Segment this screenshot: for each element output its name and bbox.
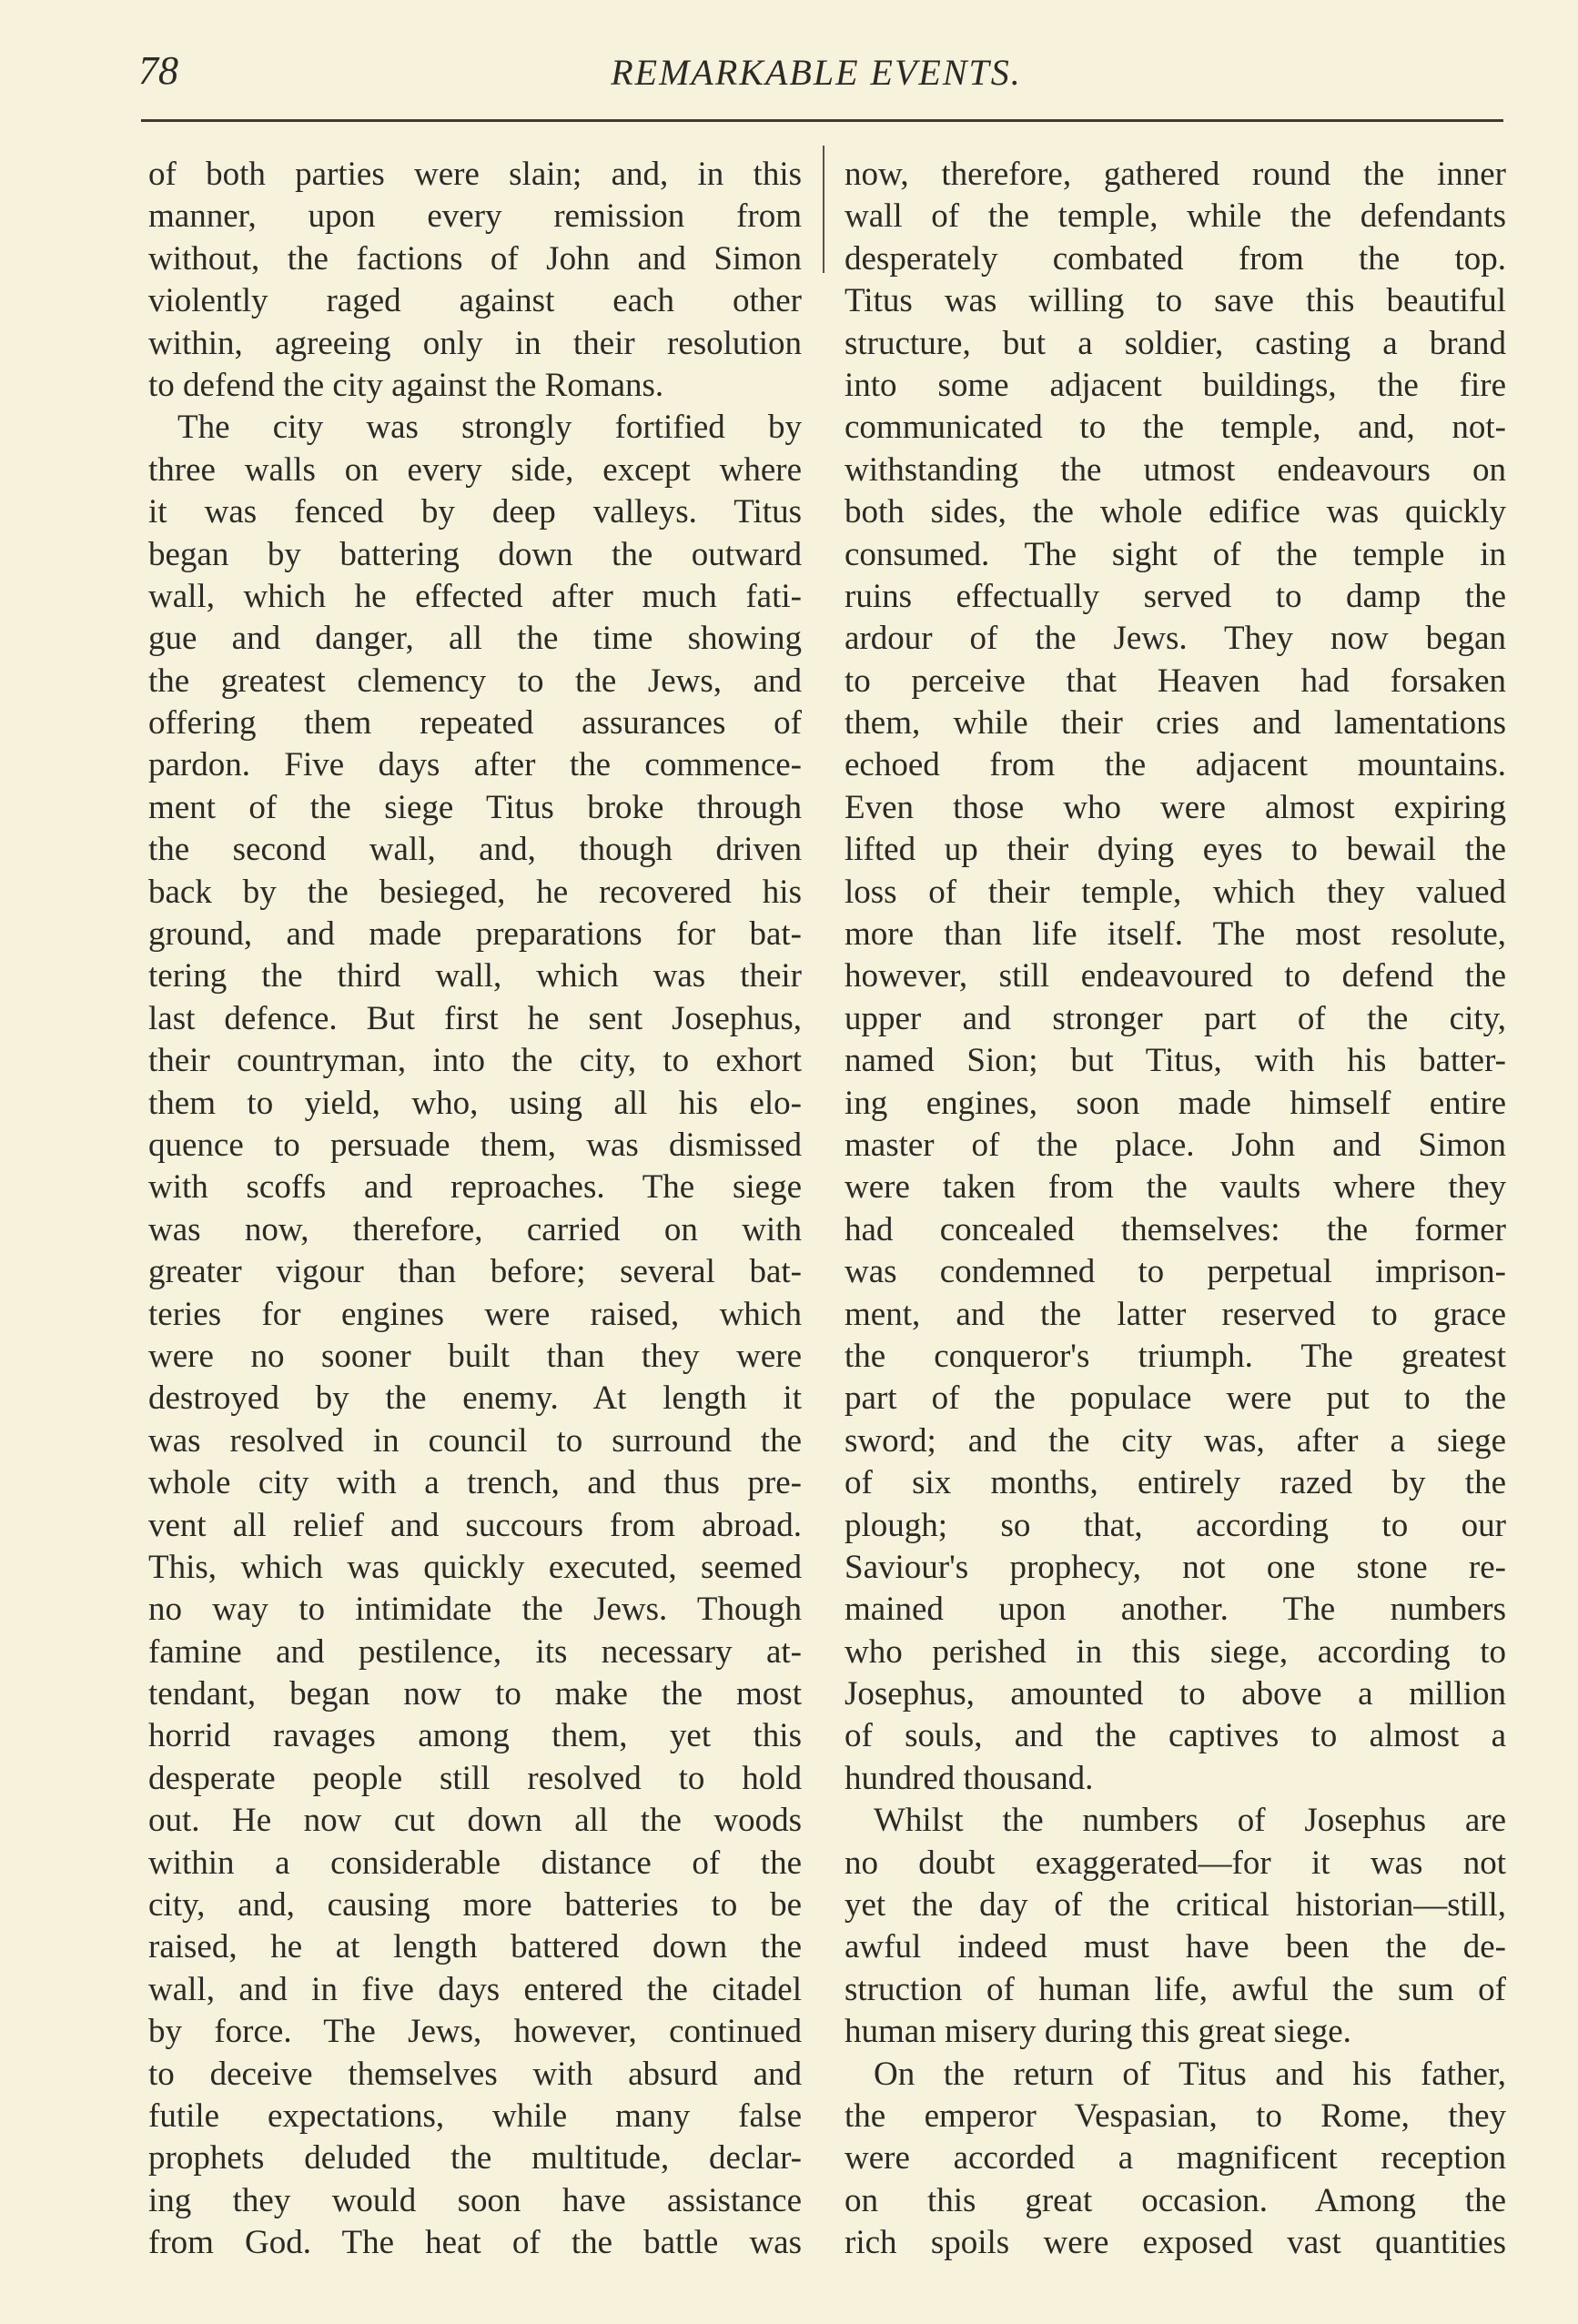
text-line: was resolved in council to surround the	[148, 1421, 802, 1460]
text-line: of souls, and the captives to almost a	[845, 1717, 1506, 1755]
text-line: Saviour's prophecy, not one stone re-	[845, 1548, 1506, 1586]
text-line: This, which was quickly executed, seemed	[148, 1548, 802, 1586]
text-line: Josephus, amounted to above a million	[845, 1675, 1506, 1713]
text-line: the conqueror's triumph. The greatest	[845, 1337, 1506, 1375]
text-line: futile expectations, while many false	[148, 2097, 802, 2135]
text-line: whole city with a trench, and thus pre-	[148, 1464, 802, 1502]
page-number: 78	[138, 48, 178, 93]
text-line: the emperor Vespasian, to Rome, they	[845, 2097, 1506, 2135]
text-line: Even those who were almost expiring	[845, 788, 1506, 826]
text-line: ment, and the latter reserved to grace	[845, 1295, 1506, 1333]
text-line: greater vigour than before; several bat-	[148, 1253, 802, 1291]
text-line: awful indeed must have been the de-	[845, 1928, 1506, 1966]
text-line: loss of their temple, which they valued	[845, 873, 1506, 911]
text-line: vent all relief and succours from abroad.	[148, 1506, 802, 1544]
text-line: them, while their cries and lamentations	[845, 704, 1506, 743]
text-line: from God. The heat of the battle was	[148, 2224, 802, 2262]
text-line: now, therefore, gathered round the inner	[845, 156, 1506, 193]
text-line: On the return of Titus and his father,	[874, 2055, 1506, 2093]
text-line: ment of the siege Titus broke through	[148, 788, 802, 826]
text-line: their countryman, into the city, to exhort	[148, 1042, 802, 1080]
text-line: prophets deluded the multitude, declar-	[148, 2139, 802, 2177]
text-line: desperate people still resolved to hold	[148, 1759, 802, 1797]
text-line: Whilst the numbers of Josephus are	[874, 1802, 1506, 1840]
text-line: without, the factions of John and Simon	[148, 239, 802, 278]
text-line: however, still endeavoured to defend the	[845, 957, 1506, 995]
text-line: to deceive themselves with absurd and	[148, 2055, 802, 2093]
text-line: struction of human life, awful the sum of	[845, 1970, 1506, 2008]
text-line: more than life itself. The most resolute,	[845, 915, 1506, 954]
text-line: were taken from the vaults where they	[845, 1168, 1506, 1207]
text-line: plough; so that, according to our	[845, 1506, 1506, 1544]
running-title: REMARKABLE EVENTS.	[611, 52, 1022, 93]
text-line: them to yield, who, using all his elo-	[148, 1084, 802, 1122]
text-line: hundred thousand.	[845, 1759, 1094, 1797]
text-line: three walls on every side, except where	[148, 450, 802, 489]
text-line: ardour of the Jews. They now began	[845, 620, 1506, 658]
text-line: part of the populace were put to the	[845, 1379, 1506, 1418]
text-line: sword; and the city was, after a siege	[845, 1421, 1506, 1460]
text-line: desperately combated from the top.	[845, 239, 1506, 278]
text-line: out. He now cut down all the woods	[148, 1802, 802, 1840]
text-line: master of the place. John and Simon	[845, 1126, 1506, 1164]
text-line: tendant, began now to make the most	[148, 1675, 802, 1713]
text-line: named Sion; but Titus, with his batter-	[845, 1042, 1506, 1080]
text-line: wall, and in five days entered the citadel	[148, 1970, 802, 2008]
text-line: both sides, the whole edifice was quickly	[845, 493, 1506, 531]
text-line: Titus was willing to save this beautiful	[845, 282, 1506, 320]
text-line: gue and danger, all the time showing	[148, 620, 802, 658]
text-line: who perished in this siege, according to	[845, 1632, 1506, 1671]
text-line: the second wall, and, though driven	[148, 831, 802, 869]
header-rule	[141, 119, 1503, 122]
text-line: no way to intimidate the Jews. Though	[148, 1591, 802, 1629]
text-line: structure, but a soldier, casting a brand	[845, 324, 1506, 362]
text-line: famine and pestilence, its necessary at-	[148, 1632, 802, 1671]
text-line: echoed from the adjacent mountains.	[845, 746, 1506, 784]
text-line: back by the besieged, he recovered his	[148, 873, 802, 911]
text-line: manner, upon every remission from	[148, 197, 802, 236]
text-line: of both parties were slain; and, in this	[148, 156, 802, 193]
text-line: tering the third wall, which was their	[148, 957, 802, 995]
text-line: violently raged against each other	[148, 282, 802, 320]
text-line: withstanding the utmost endeavours on	[845, 450, 1506, 489]
text-line: to defend the city against the Romans.	[148, 366, 664, 404]
text-line: human misery during this great siege.	[845, 2013, 1351, 2051]
text-line: wall, which he effected after much fati-	[148, 577, 802, 615]
text-line: to perceive that Heaven had forsaken	[845, 662, 1506, 700]
text-line: the greatest clemency to the Jews, and	[148, 662, 802, 700]
right-column	[845, 154, 1506, 2265]
text-line: ruins effectually served to damp the	[845, 577, 1506, 615]
text-line: had concealed themselves: the former	[845, 1210, 1506, 1248]
text-line: rich spoils were exposed vast quantities	[845, 2224, 1506, 2262]
text-line: it was fenced by deep valleys. Titus	[148, 493, 802, 531]
text-line: was condemned to perpetual imprison-	[845, 1253, 1506, 1291]
text-line: The city was strongly fortified by	[177, 409, 802, 447]
text-line: wall of the temple, while the defendants	[845, 197, 1506, 236]
text-line: raised, he at length battered down the	[148, 1928, 802, 1966]
text-line: teries for engines were raised, which	[148, 1295, 802, 1333]
text-line: last defence. But first he sent Josephus,	[148, 999, 802, 1037]
text-line: of six months, entirely razed by the	[845, 1464, 1506, 1502]
text-line: was now, therefore, carried on with	[148, 1210, 802, 1248]
text-line: lifted up their dying eyes to bewail the	[845, 831, 1506, 869]
text-line: into some adjacent buildings, the fire	[845, 366, 1506, 404]
text-line: offering them repeated assurances of	[148, 704, 802, 743]
text-line: yet the day of the critical historian—still,	[845, 1886, 1506, 1925]
text-line: ground, and made preparations for bat-	[148, 915, 802, 954]
text-line: mained upon another. The numbers	[845, 1591, 1506, 1629]
text-line: horrid ravages among them, yet this	[148, 1717, 802, 1755]
text-line: consumed. The sight of the temple in	[845, 535, 1506, 573]
text-line: were accorded a magnificent reception	[845, 2139, 1506, 2177]
text-line: by force. The Jews, however, continued	[148, 2013, 802, 2051]
text-line: within a considerable distance of the	[148, 1844, 802, 1882]
text-line: communicated to the temple, and, not-	[845, 409, 1506, 447]
column-divider	[823, 146, 824, 273]
text-line: on this great occasion. Among the	[845, 2181, 1506, 2219]
text-line: city, and, causing more batteries to be	[148, 1886, 802, 1925]
left-column	[148, 154, 802, 2265]
text-line: within, agreeing only in their resolution	[148, 324, 802, 362]
text-line: upper and stronger part of the city,	[845, 999, 1506, 1037]
text-line: were no sooner built than they were	[148, 1337, 802, 1375]
text-line: with scoffs and reproaches. The siege	[148, 1168, 802, 1207]
text-line: began by battering down the outward	[148, 535, 802, 573]
text-line: quence to persuade them, was dismissed	[148, 1126, 802, 1164]
text-line: pardon. Five days after the commence-	[148, 746, 802, 784]
text-line: destroyed by the enemy. At length it	[148, 1379, 802, 1418]
text-line: no doubt exaggerated—for it was not	[845, 1844, 1506, 1882]
text-line: ing engines, soon made himself entire	[845, 1084, 1506, 1122]
text-line: ing they would soon have assistance	[148, 2181, 802, 2219]
